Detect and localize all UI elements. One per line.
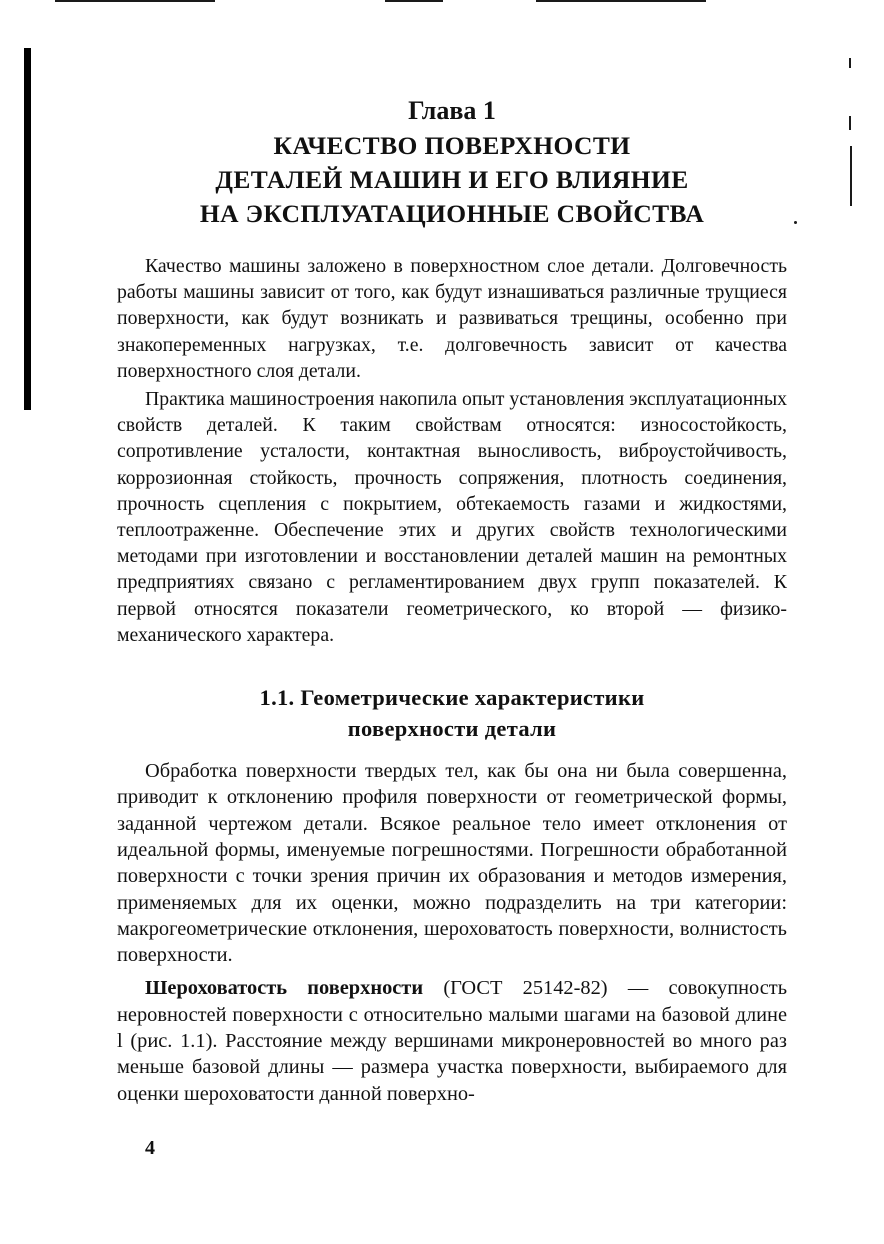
page-body: [117, 96, 787, 1107]
intro-paragraph: Качество машины заложено в поверхностном слое детали. Долговечность работы машины зависит от того, как будут изнашиваться различные трущиеся поверхности, как будут возникать и развиваться трещины, особенно при знакопеременных нагрузках, т.е. долговечность зависит от качества поверхностного слоя детали.: [117, 255, 787, 382]
scan-margin-bar: [24, 48, 31, 410]
chapter-title: [117, 129, 787, 231]
scan-edge-line: [536, 0, 706, 2]
term-highlight: Шероховатость поверхности: [145, 977, 424, 1000]
section-heading: [117, 682, 787, 744]
section-paragraph: Обработка поверхности твердых тел, как бы она ни была совершенна, приводит к отклонению профиля поверхности от геометрической формы, заданной чертежом детали. Всякое реальное тело имеет отклонения от идеальной формы, именуемые погрешностями. Погрешности обработанной поверхности с точки зрения причин их образования и методов измерения, применяемых для их оценки, можно подразделить на три категории: макрогеометрические отклонения, шероховатость поверхности, волнистость поверхности.: [117, 760, 787, 967]
scan-mark: [850, 146, 852, 206]
section-title-line: 1.1. Геометрические характеристики: [259, 685, 645, 711]
scan-edge-line: [385, 0, 443, 2]
chapter-heading: [117, 96, 787, 231]
chapter-label: Глава 1: [408, 96, 496, 125]
scan-mark: [794, 221, 797, 224]
paragraph-text: (ГОСТ 25142-82) — совокупность неровностей поверхности с относительно малыми шагами на базовой длине l (рис. 1.1). Расстояние между вершинами микронеровностей во много раз меньше базовой длины — размера участка поверхности, выбираемого для оценки шероховатости данной поверхно-: [117, 977, 787, 1105]
page-number: 4: [145, 1137, 155, 1159]
chapter-title-line: ДЕТАЛЕЙ МАШИН И ЕГО ВЛИЯНИЕ: [215, 165, 689, 194]
intro-paragraph: Практика машиностроения накопила опыт установления эксплуатационных свойств деталей. К таким свойствам относятся: износостойкость, сопротивление усталости, контактная выносливость, виброустойчивость, коррозионная стойкость, прочность сопряжения, плотность соединения, прочность сцепления с покрытием, обтекаемость газами и жидкостями, теплоотраженне. Обеспечение этих и других свойств технологическими методами при изготовлении и восстановлении деталей машин на ремонтных предприятиях связано с регламентированием двух групп показателей. К первой относятся показатели геометрического, ко второй — физико-механического характера.: [117, 388, 787, 646]
chapter-title-line: НА ЭКСПЛУАТАЦИОННЫЕ СВОЙСТВА: [199, 199, 705, 228]
scan-mark: [849, 58, 851, 68]
section-title-line: поверхности детали: [347, 716, 557, 742]
scan-mark: [849, 116, 851, 130]
chapter-title-line: КАЧЕСТВО ПОВЕРХНОСТИ: [273, 131, 631, 160]
scan-edge-line: [55, 0, 215, 2]
section-paragraph: [117, 975, 787, 1106]
